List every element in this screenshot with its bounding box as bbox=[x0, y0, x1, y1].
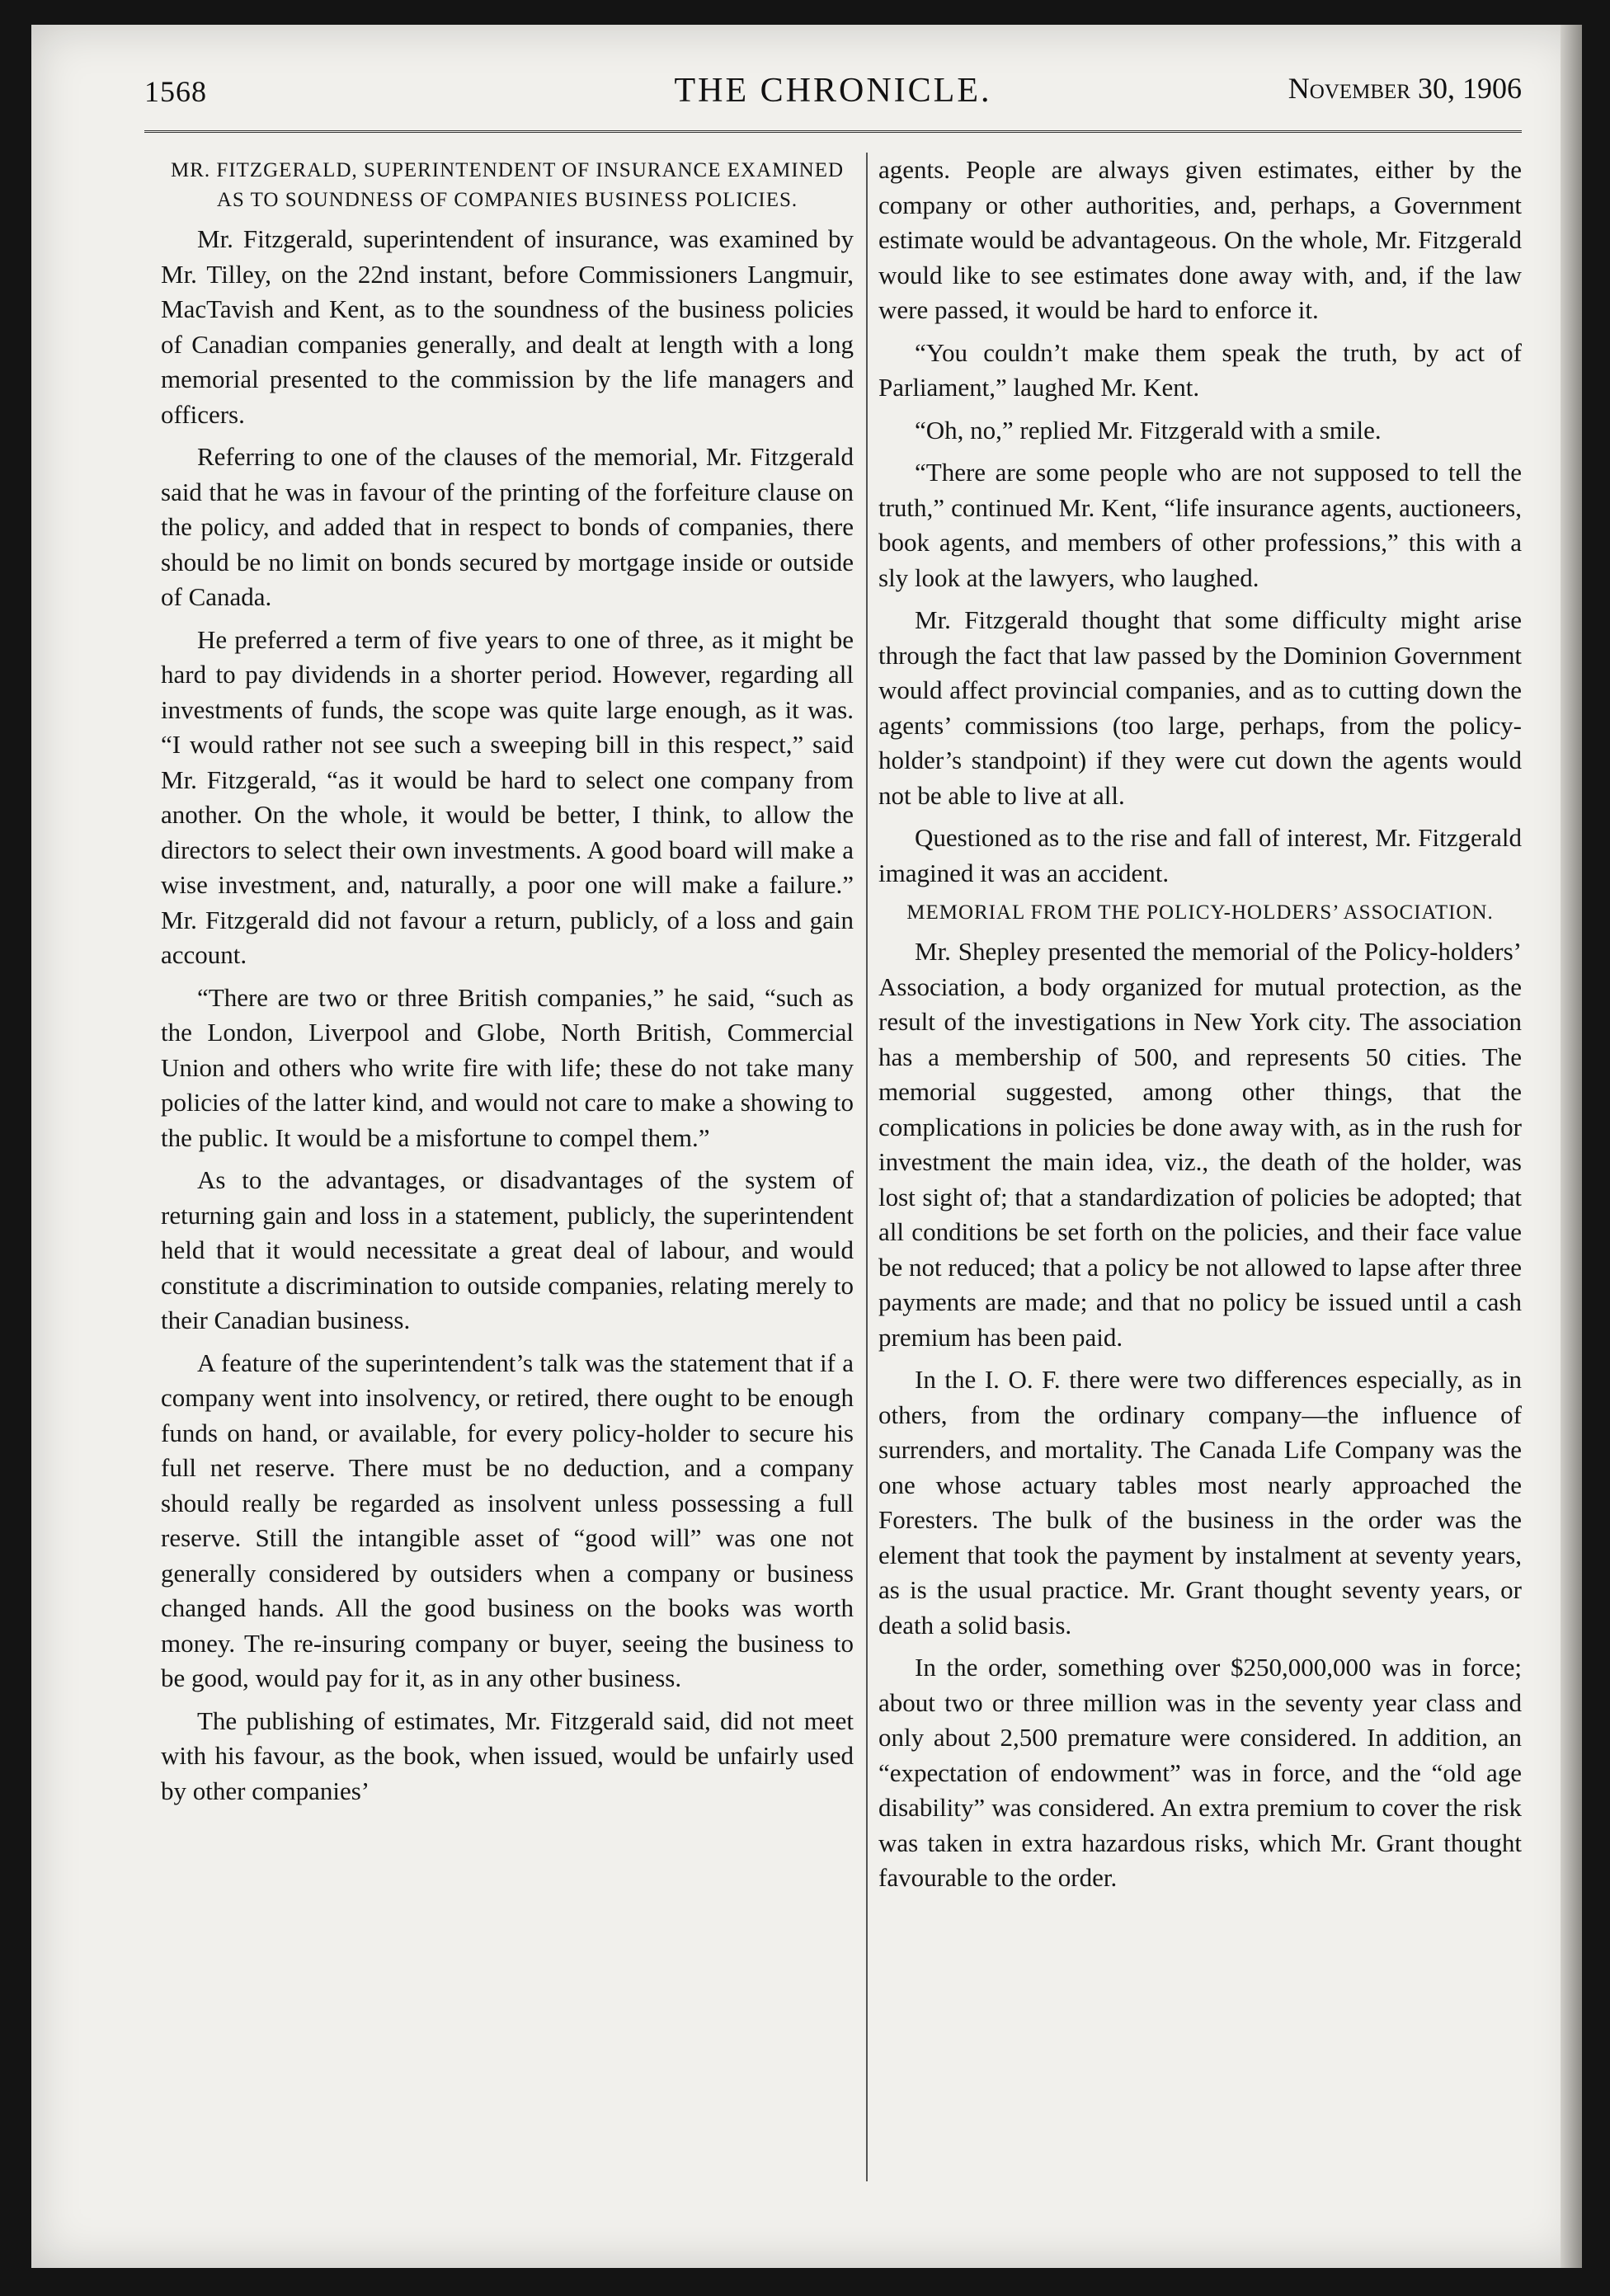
article-paragraph: In the order, something over $250,000,000 was in force; about two or three million was in the seventy year class and only about 2,500 premature were considered. In addition, an “expectation of endowment” was in force, and the “old age disability” was considered. An extra premium to cover the risk was taken in extra hazardous risks, which Mr. Grant thought favourable to the order. bbox=[878, 1653, 1522, 1892]
column-divider bbox=[866, 153, 868, 2181]
page-number: 1568 bbox=[144, 75, 207, 108]
article-paragraph: He preferred a term of five years to one of three, as it might be hard to pay dividends in a shorter period. However, regarding all investments of funds, the scope was quite large enough, as it was. “I would rather not see such a sweeping bill in this respect,” said Mr. Fitzgerald, “as it would be hard to select one company from another. On the whole, it would be better, I think, to allow the directors to select their own investments. A good board will make a wise investment, and, naturally, a poor one will make a failure.” Mr. Fitzgerald did not favour a return, publicly, of a loss and gain account. bbox=[161, 624, 854, 969]
article-paragraph-continued: agents. People are always given estimates, either by the company or other authorities, and, perhaps, a Government estimate would be advantageous. On the whole, Mr. Fitzgerald would like to see estimates done away with, and, if the law were passed, it would be hard to enforce it. bbox=[878, 155, 1522, 324]
article-headline: MR. FITZGERALD, SUPERINTENDENT OF INSURANCE EXAMINED AS TO SOUNDNESS OF COMPANIES BUSINESS POLICIES. bbox=[170, 159, 845, 211]
article-paragraph: A feature of the superintendent’s talk was the statement that if a company went into insolvency, or retired, there ought to be enough funds on hand, or available, for every policy-holder to secure his full net reserve. There must be no deduction, and a company should really be regarded as insolvent unless possessing a full reserve. Still the intangible asset of “good will” was one not generally considered by outsiders when a company or business changed hands. All the good business on the books was worth money. The re-insuring company or buyer, seeing the business to be good, would pay for it, as in any other business. bbox=[161, 1348, 854, 1692]
page-header bbox=[144, 66, 1522, 115]
right-column bbox=[878, 153, 1522, 1903]
article-paragraph: As to the advantages, or disadvantages of the system of returning gain and loss in a statement, publicly, the superintendent held that it would necessitate a great deal of labour, and would constitute a discrimination to outside companies, relating merely to their Canadian business. bbox=[161, 1165, 854, 1334]
issue-date: November 30, 1906 bbox=[1288, 72, 1522, 105]
article-paragraph: Mr. Shepley presented the memorial of the Policy-holders’ Association, a body organized for mutual protection, as the result of the investigations in New York city. The association has a membership of 500, and represents 50 cities. The memorial suggested, among other things, that the complications in policies be done away with, as in the rush for investment the main idea, viz., the death of the holder, was lost sight of; that a standardization of policies be adopted; that all conditions be set forth on the policies, and their face value be not reduced; that a policy be not allowed to lapse after three payments are made; and that no policy be issued until a cash premium has been paid. bbox=[878, 937, 1522, 1352]
article-paragraph: “You couldn’t make them speak the truth, by act of Parliament,” laughed Mr. Kent. bbox=[878, 337, 1522, 402]
article-paragraph: “Oh, no,” replied Mr. Fitzgerald with a smile. bbox=[915, 415, 1382, 445]
article-paragraph: “There are some people who are not supposed to tell the truth,” continued Mr. Kent, “life insurance agents, auctioneers, book agents, and members of other professions,” this with a sly look at the lawyers, who laughed. bbox=[878, 458, 1522, 592]
article-paragraph: “There are two or three British companies,” he said, “such as the London, Liverpool and Globe, North British, Commercial Union and others who write fire with life; these do not take many policies of the latter kind, and would not care to make a showing to the public. It would be a misfortune to compel them.” bbox=[161, 982, 854, 1152]
page-edge bbox=[1561, 25, 1582, 2268]
article-headline: MEMORIAL FROM THE POLICY-HOLDERS’ ASSOCIATION. bbox=[906, 901, 1494, 924]
left-column bbox=[161, 153, 854, 1816]
article-paragraph: Referring to one of the clauses of the memorial, Mr. Fitzgerald said that he was in favour of the printing of the forfeiture clause on the policy, and added that in respect to bonds of companies, there should be no limit on bonds secured by mortgage inside or outside of Canada. bbox=[161, 442, 854, 611]
journal-title: THE CHRONICLE. bbox=[674, 72, 992, 110]
article-paragraph: The publishing of estimates, Mr. Fitzgerald said, did not meet with his favour, as the book, when issued, would be unfairly used by other companies’ bbox=[161, 1706, 854, 1805]
article-paragraph: Questioned as to the rise and fall of interest, Mr. Fitzgerald imagined it was an accident. bbox=[878, 823, 1522, 887]
article-paragraph: Mr. Fitzgerald, superintendent of insurance, was examined by Mr. Tilley, on the 22nd instant, before Commissioners Langmuir, MacTavish and Kent, as to the soundness of the business policies of Canadian companies generally, and dealt at length with a long memorial presented to the commission by the life managers and officers. bbox=[161, 224, 854, 429]
header-rule bbox=[144, 130, 1522, 133]
article-paragraph: In the I. O. F. there were two differences especially, as in others, from the ordinary company—the influence of surrenders, and mortality. The Canada Life Company was the one whose actuary tables most nearly approached the Foresters. The bulk of the business in the order was the element that took the payment by instalment at seventy years, as is the usual practice. Mr. Grant thought seventy years, or death a solid basis. bbox=[878, 1365, 1522, 1640]
article-paragraph: Mr. Fitzgerald thought that some difficulty might arise through the fact that law passed by the Dominion Government would affect provincial companies, and as to cutting down the agents’ commissions (too large, perhaps, from the policy-holder’s standpoint) if they were cut down the agents would not be able to live at all. bbox=[878, 605, 1522, 810]
